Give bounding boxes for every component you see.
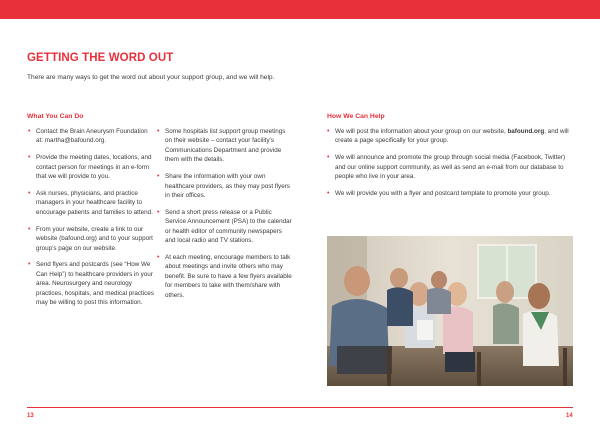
support-group-illustration — [327, 236, 573, 386]
page-title: GETTING THE WORD OUT — [27, 52, 174, 64]
list-item: • We will announce and promote the group through social media (Facebook, Twitter) and our online support community, as well as send an e-mail from our database to people who live in your area. — [327, 153, 575, 181]
list-item — [327, 127, 575, 146]
what-you-can-do-list-col2 — [157, 127, 292, 308]
support-group-photo — [327, 236, 573, 386]
how-we-can-help-heading: How We Can Help — [327, 113, 385, 120]
list-item: • At each meeting, encourage members to talk about meetings and invite others who may benefit. Be sure to have a few flyers available for members to take with them/share with others. — [157, 253, 292, 300]
list-item: • From your website, create a link to our website (bafound.org) and to your support group’s page on our website. — [28, 225, 155, 253]
list-item: • Share the information with your own healthcare providers, as they may post flyers in their offices. — [157, 172, 292, 200]
list-item: • Some hospitals list support group meetings on their website – contact your facility’s Communications Department and provide them with the details. — [157, 127, 292, 165]
list-item: • Ask nurses, physicians, and practice managers in your healthcare facility to encourage patients and families to attend. — [28, 189, 155, 217]
list-item-text: , and will create a page specifically for your group. — [335, 128, 569, 145]
list-item: • Send flyers and postcards (see “How We Can Help”) to healthcare providers in your area. Neurosurgery and neurology practices, hospitals, and medical practices may be willing to post this information. — [28, 260, 155, 307]
list-item: • We will provide you with a flyer and postcard template to promote your group. — [327, 189, 575, 198]
list-item-text: We will post the information about your group on our website, — [335, 128, 508, 135]
top-accent-bar — [0, 0, 600, 19]
list-item: • Contact the Brain Aneurysm Foundation at: martha@bafound.org. — [28, 127, 155, 146]
what-you-can-do-heading: What You Can Do — [27, 113, 84, 120]
what-you-can-do-list-col1 — [28, 127, 155, 315]
website-link-text: bafound.org — [507, 128, 545, 135]
list-item: • Provide the meeting dates, locations, and contact person for meetings in an e-form that we will provide to you. — [28, 153, 155, 181]
page-number-left: 13 — [27, 413, 34, 419]
intro-paragraph: There are many ways to get the word out about your support group, and we will help. — [27, 74, 275, 81]
footer-divider — [27, 407, 573, 408]
how-we-can-help-list — [327, 127, 575, 206]
list-item: • Send a short press release or a Public Service Announcement (PSA) to the calendar or health editor of community newspapers and local radio and TV stations. — [157, 208, 292, 246]
page-number-right: 14 — [566, 413, 573, 419]
